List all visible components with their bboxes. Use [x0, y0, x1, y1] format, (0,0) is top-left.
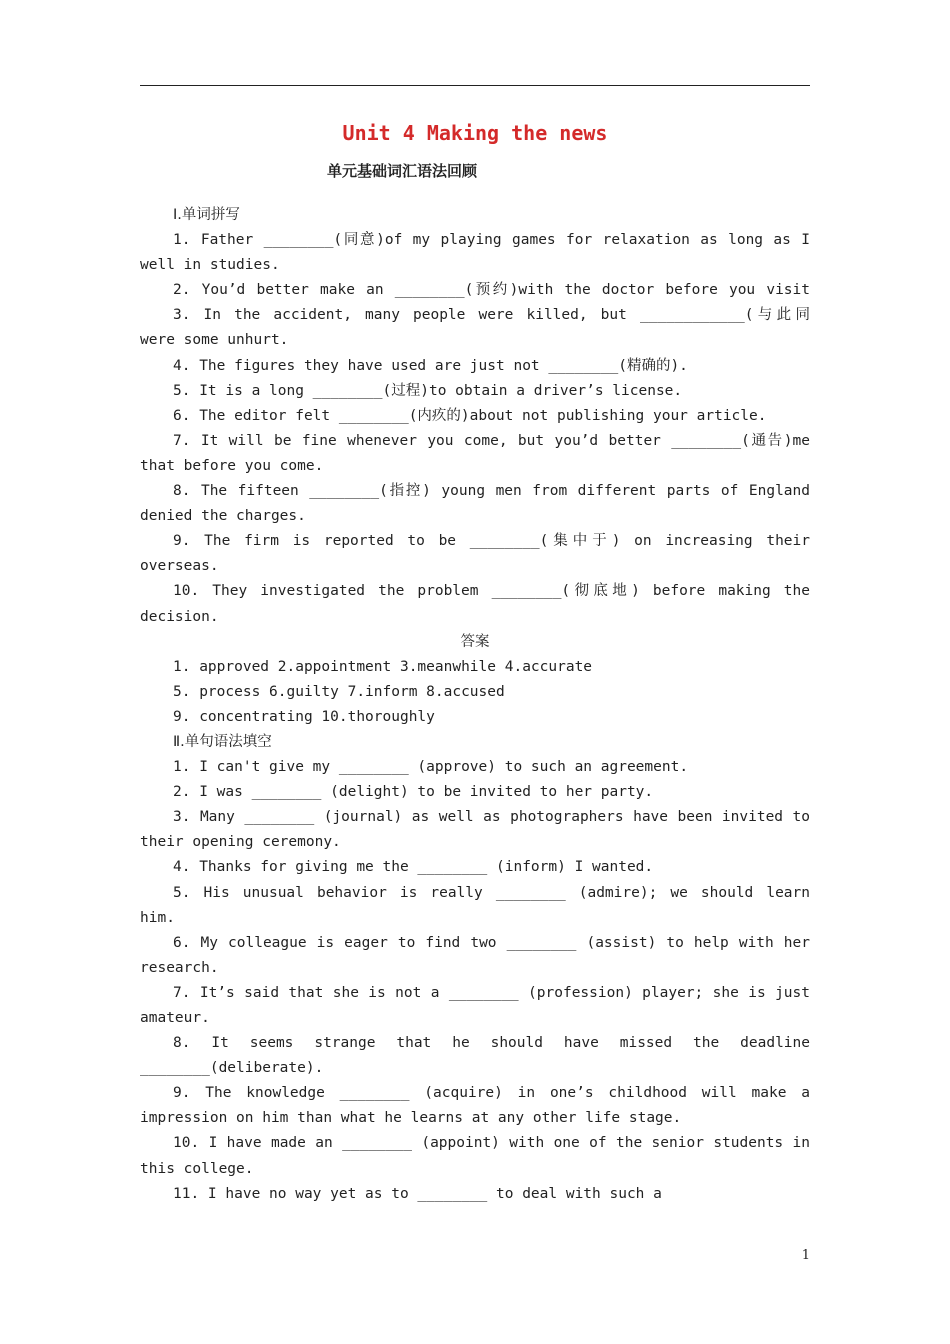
answers-heading: 答案 — [460, 633, 490, 650]
page-title: Unit 4 Making the news — [342, 121, 608, 145]
exercise-line: 9. The firm is reported to be ________(集中于) on increasing their — [173, 533, 810, 550]
answer-line: 5. process 6.guilty 7.inform 8.accused — [173, 683, 505, 700]
exercise-line: were some unhurt. — [140, 332, 289, 349]
exercise-line: 9. The knowledge ________ (acquire) in one’s childhood will make a — [173, 1085, 810, 1102]
exercise-line: that before you come. — [140, 457, 324, 474]
exercise-line: this college. — [140, 1160, 254, 1177]
exercise-line: 3. Many ________ (journal) as well as photographers have been invited to — [173, 809, 810, 826]
exercise-line: denied the charges. — [140, 508, 306, 525]
exercise-line: 2. I was ________ (delight) to be invited to her party. — [173, 784, 654, 801]
exercise-line: 10. I have made an ________ (appoint) with one of the senior students in — [173, 1135, 810, 1152]
exercise-line: 7. It’s said that she is not a ________ (profession) player; she is just — [173, 984, 810, 1001]
exercise-line: well in studies. — [140, 257, 280, 274]
exercise-line: 8. The fifteen ________(指控) young men from different parts of England — [173, 483, 810, 500]
exercise-line: 1. I can't give my ________ (approve) to such an agreement. — [173, 759, 689, 776]
header-rule — [140, 85, 810, 86]
document-body — [140, 203, 810, 1207]
exercise-line: ________(deliberate). — [140, 1060, 324, 1077]
exercise-line: 1. Father ________(同意)of my playing games for relaxation as long as I — [173, 232, 810, 249]
exercise-line: amateur. — [140, 1010, 210, 1026]
section-heading: Ⅱ.单句语法填空 — [173, 733, 272, 750]
exercise-line: 8. It seems strange that he should have missed the deadline — [173, 1035, 810, 1052]
exercise-line: 3. In the accident, many people were killed, but ____________(与此同 — [173, 307, 810, 324]
exercise-line: him. — [140, 909, 175, 926]
exercise-line: 10. They investigated the problem ________(彻底地) before making the — [173, 583, 810, 600]
exercise-line: overseas. — [140, 558, 219, 575]
exercise-line: 7. It will be fine whenever you come, but you’d better ________(通告)me — [173, 432, 810, 449]
exercise-line: 6. My colleague is eager to find two ________ (assist) to help with her — [173, 934, 810, 951]
exercise-line: 4. The figures they have used are just not ________(精确的). — [173, 357, 688, 374]
exercise-line: 2. You’d better make an ________(预约)with the doctor before you visit — [173, 282, 810, 299]
exercise-line: 11. I have no way yet as to ________ to deal with such a — [173, 1185, 662, 1202]
section-heading: Ⅰ.单词拼写 — [173, 207, 240, 223]
exercise-line: 5. It is a long ________(过程)to obtain a driver’s license. — [173, 382, 683, 399]
answer-line: 9. concentrating 10.thoroughly — [173, 708, 435, 725]
exercise-line: 4. Thanks for giving me the ________ (inform) I wanted. — [173, 859, 654, 876]
exercise-line: research. — [140, 959, 219, 976]
exercise-line: 5. His unusual behavior is really ________ (admire); we should learn — [173, 884, 810, 901]
exercise-line: impression on him than what he learns at any other life stage. — [140, 1110, 682, 1127]
exercise-line: 6. The editor felt ________(内疚的)about not publishing your article. — [173, 407, 767, 424]
page-number: 1 — [801, 1248, 810, 1263]
answer-line: 1. approved 2.appointment 3.meanwhile 4.accurate — [173, 658, 593, 675]
page-subtitle: 单元基础词汇语法回顾 — [327, 162, 478, 180]
exercise-line: their opening ceremony. — [140, 834, 341, 851]
exercise-line: decision. — [140, 608, 219, 625]
